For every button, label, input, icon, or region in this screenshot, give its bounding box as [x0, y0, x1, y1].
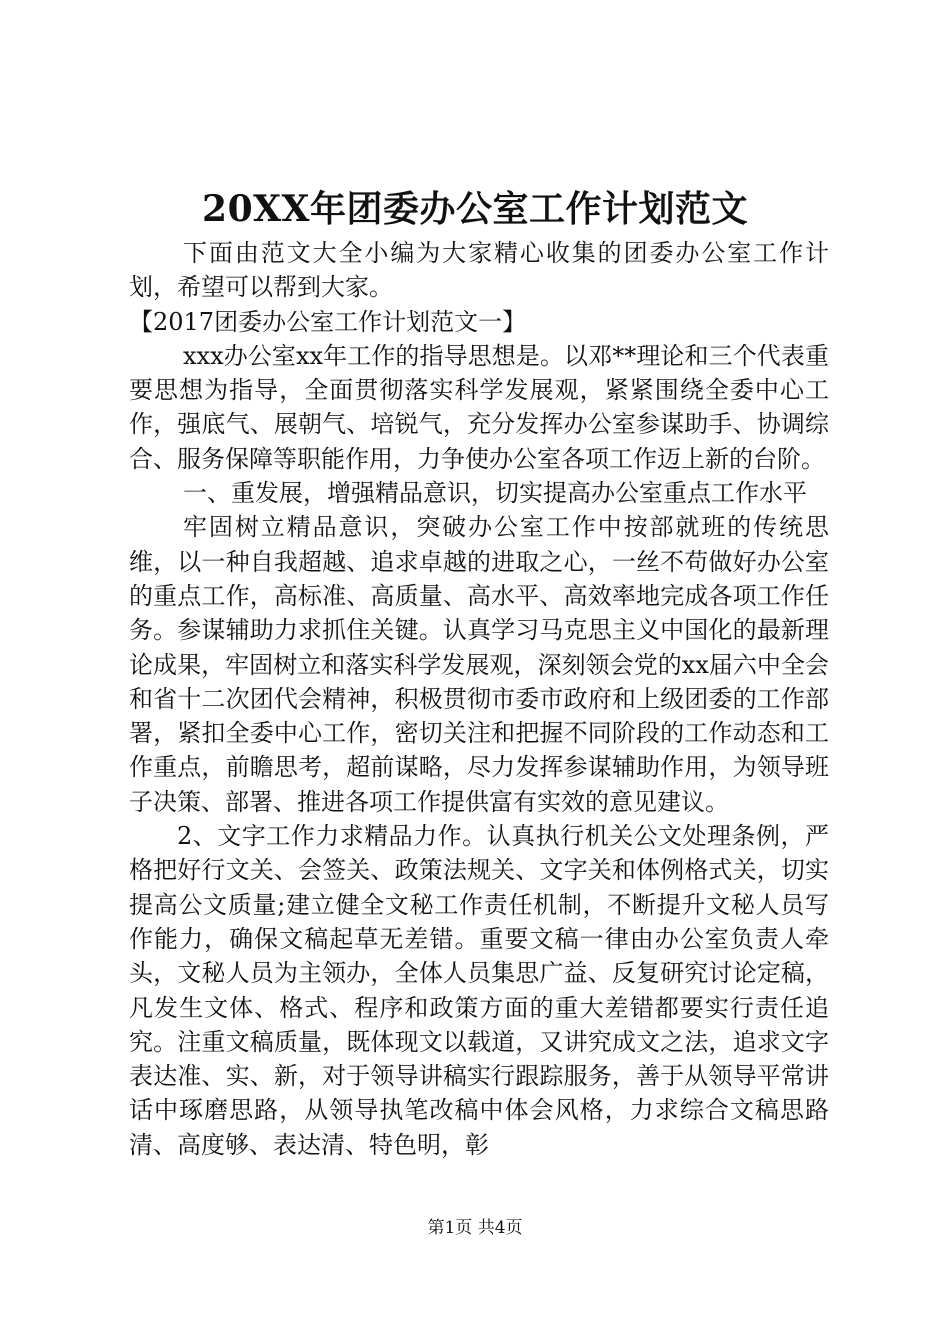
subsection-heading: 一、重发展，增强精品意识，切实提高办公室重点工作水平: [183, 479, 807, 508]
intro-paragraph: 下面由范文大全小编为大家精心收集的团委办公室工作计划，希望可以帮到大家。: [129, 239, 829, 302]
body-paragraph: xxx办公室xx年工作的指导思想是。以邓**理论和三个代表重要思想为指导，全面贯彻落实科学发展观，紧紧围绕全委中心工作，强底气、展朝气、培锐气，充分发挥办公室参谋助手、协调综合、服务保障等职能作用，力争使办公室各项工作迈上新的台阶。: [129, 341, 829, 473]
document-body: [129, 236, 829, 1162]
section-heading: 【2017团委办公室工作计划范文一】: [129, 307, 527, 336]
body-paragraph: 牢固树立精品意识，突破办公室工作中按部就班的传统思维，以一种自我超越、追求卓越的进取之心，一丝不苟做好办公室的重点工作，高标准、高质量、高水平、高效率地完成各项工作任务。参谋辅助力求抓住关键。认真学习马克思主义中国化的最新理论成果，牢固树立和落实科学发展观，深刻领会党的xx届六中全会和省十二次团代会精神，积极贯彻市委市政府和上级团委的工作部署，紧扣全委中心工作，密切关注和把握不同阶段的工作动态和工作重点，前瞻思考，超前谋略，尽力发挥参谋辅助作用，为领导班子决策、部署、推进各项工作提供富有实效的意见建议。: [129, 513, 829, 816]
document-title: 20XX年团委办公室工作计划范文: [202, 188, 748, 230]
page-footer: 第1页 共4页: [427, 1218, 523, 1238]
body-paragraph: 2、文字工作力求精品力作。认真执行机关公文处理条例，严格把好行文关、会签关、政策法规关、文字关和体例格式关，切实提高公文质量;建立健全文秘工作责任机制，不断提升文秘人员写作能力，确保文稿起草无差错。重要文稿一律由办公室负责人牵头，文秘人员为主领办，全体人员集思广益、反复研究讨论定稿，凡发生文体、格式、程序和政策方面的重大差错都要实行责任追究。注重文稿质量，既体现文以载道，又讲究成文之法，追求文字表达准、实、新，对于领导讲稿实行跟踪服务，善于从领导平常讲话中琢磨思路，从领导执笔改稿中体会风格，力求综合文稿思路清、高度够、表达清、特色明，彰: [129, 822, 829, 1159]
